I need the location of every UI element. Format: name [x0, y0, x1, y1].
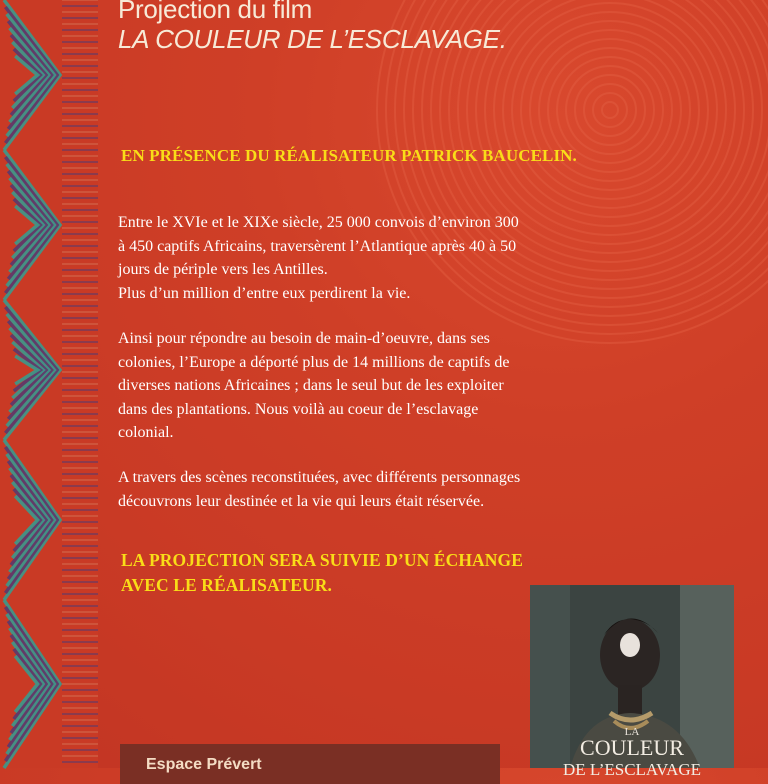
director-presence: EN PRÉSENCE DU RÉALISATEUR PATRICK BAUCELIN.	[121, 146, 577, 165]
closing-line: AVEC LE RÉALISATEUR.	[121, 575, 332, 595]
text-line: jours de périple vers les Antilles.	[118, 261, 328, 278]
zigzag-pattern-icon	[0, 0, 98, 768]
text-line: Entre le XVIe et le XIXe siècle, 25 000 convois d’environ 300	[118, 214, 519, 231]
text-line: A travers des scènes reconstituées, avec différents personnages	[118, 469, 521, 486]
poster-figure-icon	[530, 585, 734, 779]
text-line: découvrons leur destinée et la vie qui leurs était réservée.	[118, 492, 485, 510]
paragraph-colonies	[118, 327, 538, 445]
text-line: Plus d’un million d’entre eux perdirent la vie.	[118, 284, 411, 302]
poster-title-main: COULEUR	[580, 735, 684, 760]
film-poster-image	[530, 585, 734, 779]
closing-announcement	[121, 548, 523, 598]
text-line: à 450 captifs Africains, traversèrent l’Atlantique après 40 à 50	[118, 237, 517, 255]
poster-title-small: LA	[624, 726, 640, 738]
film-title: LA COULEUR DE L’ESCLAVAGE.	[118, 24, 507, 54]
text-line: dans des plantations. Nous voilà au coeur de l’esclavage	[118, 400, 479, 418]
text-line: colonies, l’Europe a déporté plus de 14 millions de captifs de	[118, 353, 510, 371]
venue-label: Espace Prévert	[146, 756, 262, 773]
page-heading	[118, 0, 507, 54]
text-line: colonial.	[118, 424, 174, 441]
paragraph-scenes	[118, 466, 538, 513]
poster-title-sub: DE L’ESCLAVAGE	[562, 760, 702, 779]
closing-line: LA PROJECTION SERA SUIVIE D’UN ÉCHANGE	[121, 550, 523, 570]
text-line: Ainsi pour répondre au besoin de main-d’oeuvre, dans ses	[118, 330, 490, 347]
text-line: diverses nations Africaines ; dans le seul but de les exploiter	[118, 377, 504, 394]
geometric-border-pattern	[0, 0, 98, 768]
paragraph-history	[118, 211, 538, 305]
heading-line: Projection du film	[118, 0, 313, 24]
